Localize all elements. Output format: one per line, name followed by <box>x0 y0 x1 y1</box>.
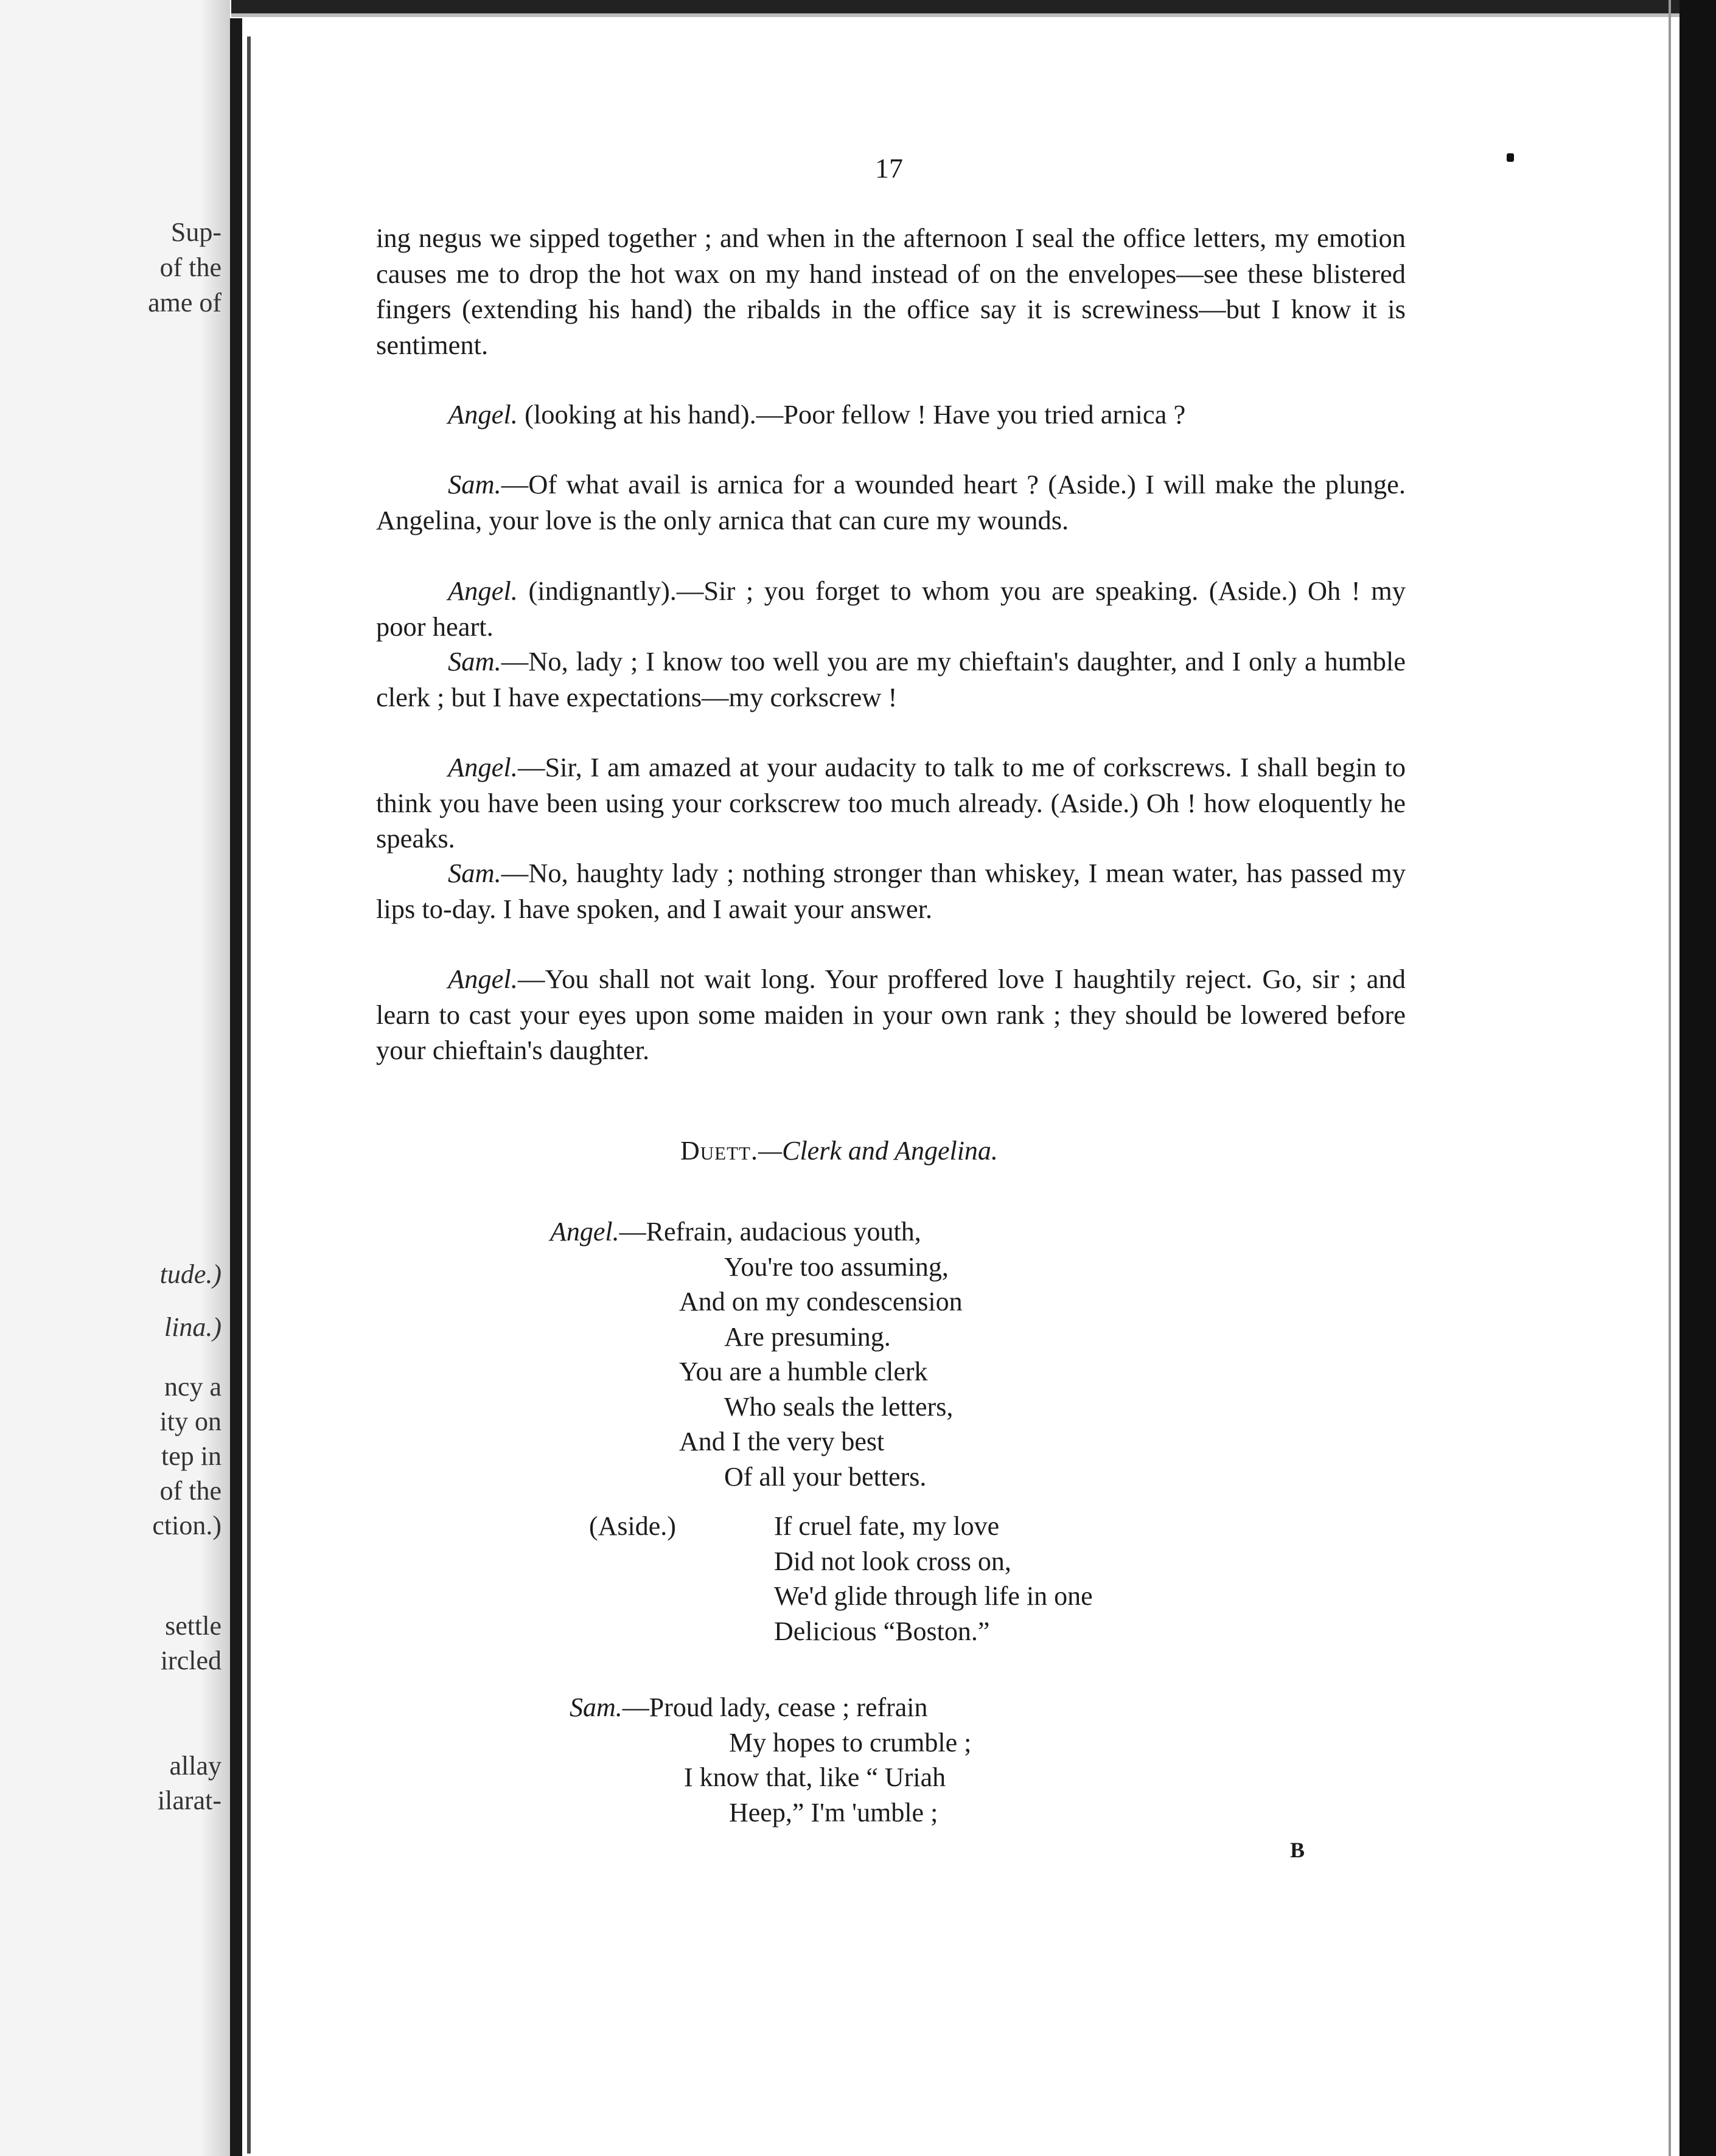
dialogue-text: —You shall not wait long. Your proffered love I haughtily reject. Go, sir ; and learn to cast your eyes upon some maiden in your own rank ; they should be lowered before your chieftain's daughter. <box>376 964 1406 1065</box>
dialogue-text: (indignantly).—Sir ; you forget to whom you are speaking. (Aside.) Oh ! my poor heart. <box>376 576 1406 642</box>
speaker-name: Sam. <box>448 858 501 888</box>
duett-heading <box>680 1135 998 1166</box>
page-number: 17 <box>875 153 903 184</box>
verse-text: —Proud lady, cease ; refrain <box>622 1692 928 1722</box>
duett-subtitle: —Clerk and Angelina. <box>758 1136 998 1166</box>
verse-line: Are presuming. <box>724 1321 891 1352</box>
dialogue-text: —No, lady ; I know too well you are my chieftain's daughter, and I only a humble clerk ; but I have expectations—my corkscrew ! <box>376 646 1406 712</box>
dialogue-paragraph <box>376 749 1406 857</box>
verse-line: Of all your betters. <box>724 1461 927 1492</box>
verse-line: I know that, like “ Uriah <box>684 1762 946 1792</box>
left-page-fragment: ncy a <box>164 1372 221 1402</box>
left-page-fragment: ity on <box>159 1407 221 1436</box>
verse-line: If cruel fate, my love <box>774 1511 1000 1541</box>
speaker-name: Angel. <box>448 964 518 994</box>
left-page-fragment: Sup- <box>170 217 221 247</box>
verse-line: Who seals the letters, <box>724 1391 954 1422</box>
verse-line: You're too assuming, <box>724 1251 949 1282</box>
speaker-name: Sam. <box>570 1692 623 1722</box>
binding-gutter <box>230 18 242 2156</box>
left-page-fragment: tude.) <box>159 1259 221 1289</box>
dialogue-paragraph <box>376 855 1406 927</box>
verse-line: Did not look cross on, <box>774 1546 1011 1576</box>
left-page-shade <box>201 0 230 2156</box>
verse-stanza <box>774 1509 1093 1649</box>
verse-line: Heep,” I'm 'umble ; <box>729 1797 938 1827</box>
dialogue-text: ing negus we sipped together ; and when in the afternoon I seal the office letters, my emotion causes me to drop the hot wax on my hand instead of on the envelopes—see these blistered fingers (extending his hand) the ribalds in the office say it is screwiness—but I know it is sentiment. <box>376 223 1406 360</box>
verse-line: And on my condescension <box>679 1287 963 1316</box>
dialogue-paragraph <box>376 644 1406 715</box>
left-page-fragment: of the <box>159 252 221 282</box>
scan-right-edge <box>1679 0 1716 2156</box>
dialogue-paragraph <box>376 220 1406 363</box>
dialogue-paragraph <box>376 467 1406 538</box>
dialogue-paragraph <box>376 961 1406 1068</box>
binding-gutter-line <box>247 37 251 2154</box>
speaker-name: Angel. <box>550 1217 619 1247</box>
aside-speaker: (Aside.) <box>589 1511 676 1541</box>
verse-line <box>570 1690 971 1725</box>
left-page-fragment: settle <box>165 1611 221 1641</box>
dialogue-text: —Of what avail is arnica for a wounded heart ? (Aside.) I will make the plunge. Angelina, your love is the only arnica that can cure my wounds. <box>376 469 1406 535</box>
verse-text: —Refrain, audacious youth, <box>619 1217 921 1247</box>
dialogue-text: (looking at his hand).—Poor fellow ! Have you tried arnica ? <box>517 399 1186 429</box>
dialogue-paragraph <box>376 573 1406 644</box>
verse-line: And I the very best <box>679 1427 885 1456</box>
left-facing-page <box>0 0 230 2156</box>
speaker-name: Sam. <box>448 646 501 676</box>
left-page-fragment: ilarat- <box>157 1786 221 1815</box>
page-body <box>376 0 1411 2156</box>
duett-title: Duett. <box>680 1136 758 1166</box>
dialogue-text: —Sir, I am amazed at your audacity to talk to me of corkscrews. I shall begin to think you have been using your corkscrew too much already. (Aside.) Oh ! how eloquently he speaks. <box>376 752 1406 854</box>
signature-mark: B <box>1290 1838 1305 1862</box>
left-page-fragment: allay <box>169 1751 221 1781</box>
verse-line: You are a humble clerk <box>679 1357 928 1386</box>
left-page-fragment: lina.) <box>164 1312 221 1342</box>
verse-line: We'd glide through life in one <box>774 1581 1093 1611</box>
verse-stanza <box>550 1214 963 1494</box>
speaker-name: Angel. <box>448 752 518 782</box>
left-page-fragment: ircled <box>160 1646 221 1675</box>
verse-line <box>550 1214 963 1250</box>
speaker-name: Angel. <box>448 576 518 606</box>
verse-stanza <box>570 1690 971 1830</box>
dialogue-paragraph <box>376 397 1406 433</box>
speaker-name: Angel. <box>448 399 518 429</box>
scan-right-edge-line <box>1669 0 1671 2156</box>
verse-line: My hopes to crumble ; <box>729 1727 972 1758</box>
left-page-fragment: tep in <box>161 1441 221 1471</box>
left-page-fragment: ame of <box>148 288 221 318</box>
speaker-name: Sam. <box>448 469 501 499</box>
left-page-fragment: ction.) <box>152 1511 221 1540</box>
ink-speck <box>1507 153 1514 162</box>
left-page-fragment: of the <box>159 1476 221 1506</box>
dialogue-text: —No, haughty lady ; nothing stronger than whiskey, I mean water, has passed my lips to-day. I have spoken, and I await your answer. <box>376 858 1406 924</box>
verse-line: Delicious “Boston.” <box>774 1616 990 1646</box>
